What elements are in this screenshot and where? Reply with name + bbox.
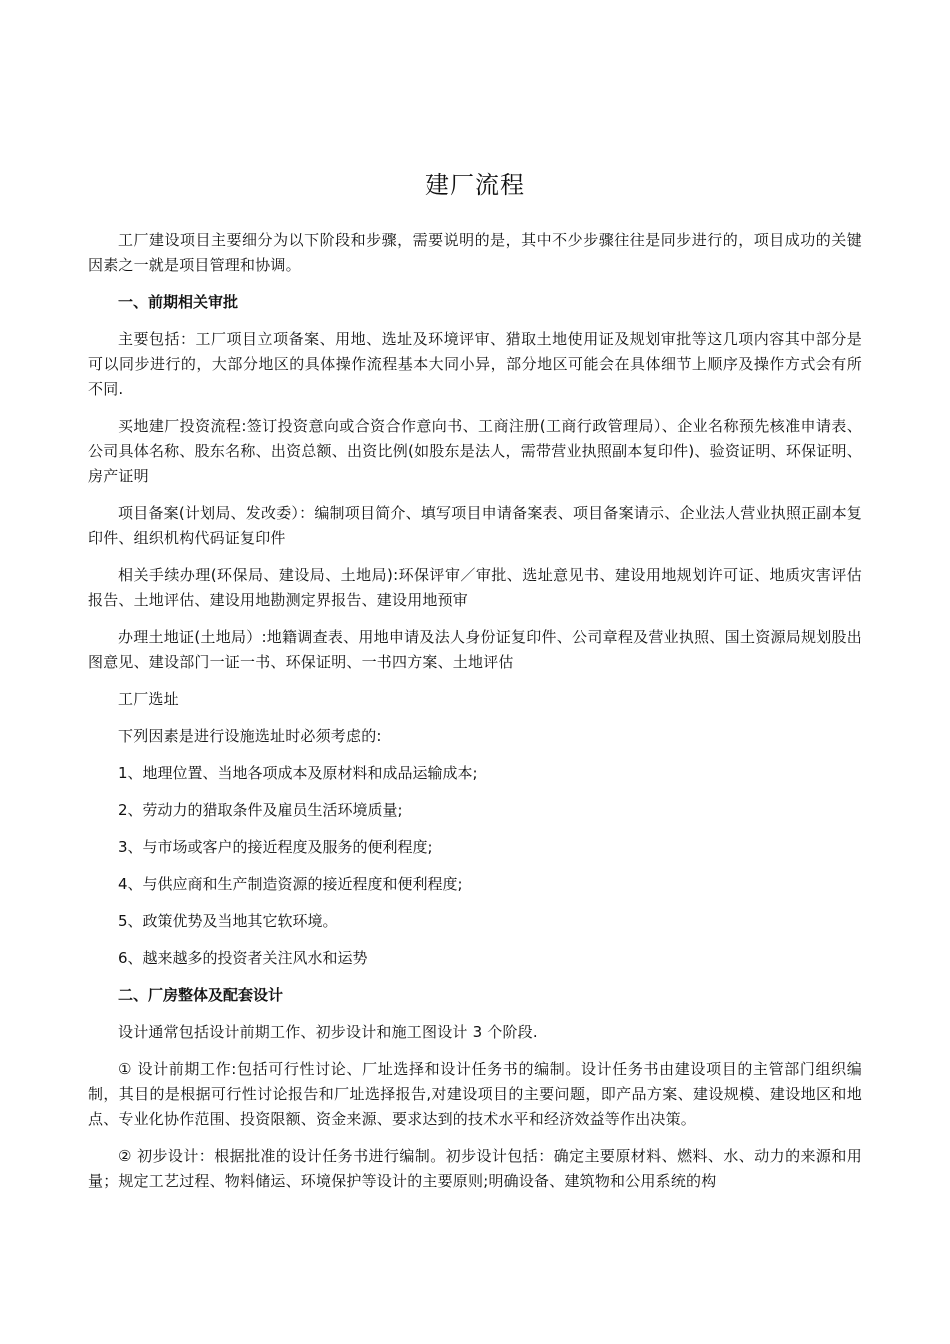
factors-list	[88, 761, 862, 971]
document-page	[88, 168, 862, 1206]
paragraph-related-procedures: 相关手续办理(环保局、建设局、土地局):环保评审／审批、选址意见书、建设用地规划许可证、地质灾害评估报告、土地评估、建设用地勘测定界报告、建设用地预审	[88, 566, 862, 609]
paragraph-project-filing: 项目备案(计划局、发改委）：编制项目简介、填写项目申请备案表、项目备案请示、企业法人营业执照正副本复印件、组织机构代码证复印件	[88, 504, 862, 547]
paragraph-land-certificate: 办理土地证(土地局）:地籍调查表、用地申请及法人身份证复印件、公司章程及营业执照、国土资源局规划股出图意见、建设部门一证一书、环保证明、一书四方案、土地评估	[88, 628, 862, 671]
document-title: 建厂流程	[425, 171, 525, 199]
list-item: 1、地理位置、当地各项成本及原材料和成品运输成本;	[118, 764, 478, 782]
section-heading-approval: 一、前期相关审批	[118, 293, 239, 311]
paragraph-investment-process: 买地建厂投资流程:签订投资意向或合资合作意向书、工商注册(工商行政管理局）、企业名称预先核准申请表、公司具体名称、股东名称、出资总额、出资比例(如股东是法人，需带营业执照副本复印件)、验资证明、环保证明、房产证明	[88, 417, 862, 485]
list-item: 5、政策优势及当地其它软环境。	[118, 912, 338, 930]
list-item: 6、越来越多的投资者关注风水和运势	[118, 949, 368, 967]
paragraph-site-selection: 工厂选址	[118, 690, 179, 708]
intro-paragraph: 工厂建设项目主要细分为以下阶段和步骤，需要说明的是，其中不少步骤往往是同步进行的，项目成功的关键因素之一就是项目管理和协调。	[88, 231, 862, 274]
paragraph-main-contents: 主要包括：工厂项目立项备案、用地、选址及环境评审、猎取土地使用证及规划审批等这几项内容其中部分是可以同步进行的，大部分地区的具体操作流程基本大同小异，部分地区可能会在具体细节上顺序及操作方式会有所不同.	[88, 330, 862, 398]
paragraph-factors-intro: 下列因素是进行设施选址时必须考虑的:	[118, 727, 382, 745]
paragraph-design-stages: 设计通常包括设计前期工作、初步设计和施工图设计 3 个阶段.	[118, 1023, 538, 1041]
section-heading-design: 二、厂房整体及配套设计	[118, 986, 284, 1004]
paragraph-preliminary-design: ② 初步设计：根据批准的设计任务书进行编制。初步设计包括：确定主要原材料、燃料、水、动力的来源和用量；规定工艺过程、物料储运、环境保护等设计的主要原则;明确设备、建筑物和公用系统的构	[88, 1147, 862, 1190]
list-item: 4、与供应商和生产制造资源的接近程度和便利程度;	[118, 875, 463, 893]
list-item: 3、与市场或客户的接近程度及服务的便利程度;	[118, 838, 433, 856]
list-item: 2、劳动力的猎取条件及雇员生活环境质量;	[118, 801, 403, 819]
paragraph-pre-design: ① 设计前期工作:包括可行性讨论、厂址选择和设计任务书的编制。设计任务书由建设项目的主管部门组织编制，其目的是根据可行性讨论报告和厂址选择报告,对建设项目的主要问题，即产品方案、建设规模、建设地区和地点、专业化协作范围、投资限额、资金来源、要求达到的技术水平和经济效益等作出决策。	[88, 1060, 862, 1128]
